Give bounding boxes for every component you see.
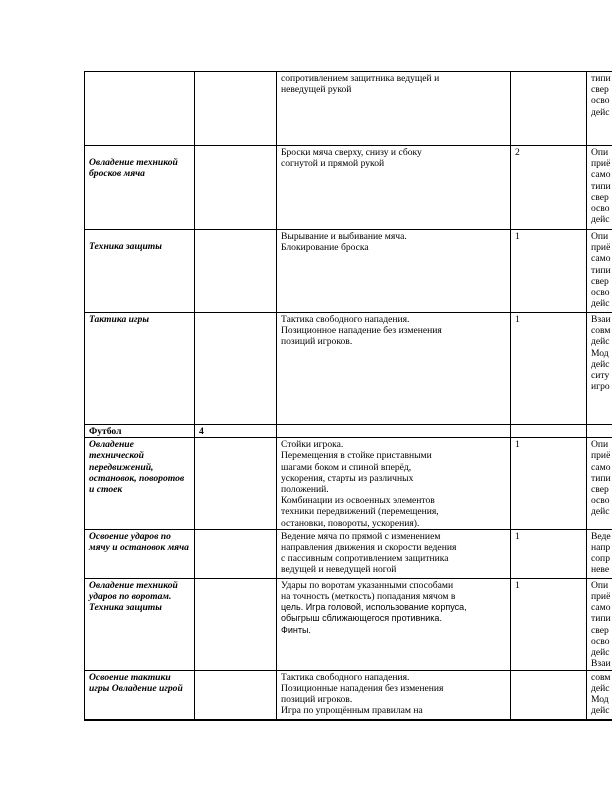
table-row — [85, 230, 612, 313]
content-line: Блокирование броска — [281, 242, 369, 254]
content-line: неведущей рукой — [281, 84, 352, 96]
lesson-plan-table — [84, 71, 612, 721]
count-cell — [511, 72, 587, 146]
activity-line: приё — [591, 158, 611, 170]
table-row — [85, 313, 612, 425]
activity-line: игро — [591, 381, 610, 393]
content-line: цель. Игра головой, использование корпуса, — [281, 602, 467, 613]
hours-cell — [195, 313, 277, 425]
activity-line: дейс — [591, 336, 610, 348]
hours-cell — [195, 146, 277, 230]
activity-line: свер — [591, 191, 609, 203]
content-cell — [277, 72, 511, 146]
section-cell: Освоение ударов по мячу и остановок мяча — [85, 529, 195, 578]
count-cell: 1 — [511, 438, 587, 530]
content-line: Финты. — [281, 624, 311, 635]
content-line: Стойки игрока. — [281, 439, 344, 451]
section-cell: Тактика игры — [85, 313, 195, 425]
hours-cell — [195, 670, 277, 720]
activity-line: типи — [591, 264, 611, 276]
hours-cell — [195, 438, 277, 530]
section-cell: Футбол — [85, 425, 195, 438]
activity-line: приё — [591, 591, 611, 603]
content-line: с пассивным сопротивлением защитника — [281, 553, 449, 565]
section-cell: Техника защиты — [85, 230, 195, 313]
activity-line: осво — [591, 287, 610, 299]
activity-line: дейс — [591, 214, 610, 226]
activity-cell — [587, 230, 612, 313]
section-cell — [85, 72, 195, 146]
content-line: сопротивлением защитника ведущей и — [281, 73, 440, 84]
content-line: Позиционные нападения без изменения — [281, 683, 444, 695]
content-line: Тактика свободного нападения. — [281, 671, 410, 683]
content-line: Ведение мяча по прямой с изменением — [281, 530, 441, 542]
activity-line: осво — [591, 95, 610, 107]
content-cell — [277, 146, 511, 230]
activity-line: Опи — [591, 439, 609, 451]
table-row — [85, 670, 612, 720]
activity-line: типи — [591, 472, 611, 484]
table-row — [85, 438, 612, 530]
content-line: Вырывание и выбивание мяча. — [281, 231, 407, 242]
activity-line: приё — [591, 242, 611, 254]
content-line: шагами боком и спиной вперёд, — [281, 461, 412, 473]
content-cell — [277, 670, 511, 720]
activity-cell — [587, 146, 612, 230]
hours-cell: 4 — [195, 425, 277, 438]
hours-cell — [195, 529, 277, 578]
content-cell — [277, 578, 511, 670]
activity-cell — [587, 529, 612, 578]
content-cell — [277, 230, 511, 313]
activity-line: неве — [591, 564, 610, 576]
content-line: техники передвижений (перемещения, — [281, 506, 439, 518]
table-row — [85, 72, 612, 146]
activity-line: само — [591, 461, 611, 473]
activity-line: само — [591, 169, 611, 181]
count-cell: 1 — [511, 529, 587, 578]
count-cell: 1 — [511, 230, 587, 313]
hours-cell — [195, 230, 277, 313]
content-line: согнутой и прямой рукой — [281, 158, 385, 170]
content-line: позиций игроков. — [281, 336, 353, 348]
activity-line: осво — [591, 635, 610, 647]
activity-line: свер — [591, 84, 609, 96]
activity-line: дейс — [591, 506, 610, 518]
activity-line: Опи — [591, 231, 609, 242]
section-cell: Овладение техникой бросков мяча — [85, 146, 195, 230]
activity-line: Мод — [591, 347, 609, 359]
content-line: Комбинации из освоенных элементов — [281, 495, 435, 507]
content-cell — [277, 425, 511, 438]
content-line: направления движения и скорости ведения — [281, 542, 457, 554]
activity-line: дейс — [591, 705, 610, 717]
content-line: положений. — [281, 484, 329, 496]
activity-line: дейс — [591, 647, 610, 659]
activity-line: само — [591, 253, 611, 265]
activity-line: свер — [591, 275, 609, 287]
activity-line: само — [591, 602, 611, 614]
activity-line: типи — [591, 613, 611, 625]
count-cell: 1 — [511, 578, 587, 670]
activity-line: типи — [591, 73, 611, 84]
activity-line: совм — [591, 325, 611, 337]
activity-line: осво — [591, 495, 610, 507]
section-cell: Овладение техникой ударов по воротам. Техника защиты — [85, 578, 195, 670]
content-line: ведущей и неведущей ногой — [281, 564, 397, 576]
hours-cell — [195, 578, 277, 670]
count-cell — [511, 425, 587, 438]
content-cell — [277, 438, 511, 530]
activity-line: свер — [591, 624, 609, 636]
content-cell — [277, 313, 511, 425]
activity-line: свер — [591, 484, 609, 496]
table-row — [85, 578, 612, 670]
activity-cell — [587, 313, 612, 425]
section-cell: Овладение технической передвижений, остановок, поворотов и стоек — [85, 438, 195, 530]
activity-cell — [587, 578, 612, 670]
content-line: Броски мяча сверху, снизу и сбоку — [281, 147, 422, 158]
hours-cell — [195, 72, 277, 146]
count-cell — [511, 670, 587, 720]
activity-cell — [587, 425, 612, 438]
activity-line: Взаи — [591, 658, 611, 670]
count-cell: 1 — [511, 313, 587, 425]
activity-line: Веде — [591, 530, 611, 542]
activity-line: дейс — [591, 358, 610, 370]
activity-cell — [587, 670, 612, 720]
content-line: Позиционное нападение без изменения — [281, 325, 442, 337]
content-line: Перемещения в стойке приставными — [281, 450, 432, 462]
content-line: ускорения, старты из различных — [281, 472, 414, 484]
activity-line: дейс — [591, 683, 610, 695]
content-line: Тактика свободного нападения. — [281, 314, 410, 325]
activity-line: осво — [591, 203, 610, 215]
count-cell: 2 — [511, 146, 587, 230]
activity-line: дейс — [591, 298, 610, 310]
activity-line: ситу — [591, 370, 610, 382]
activity-line: совм — [591, 671, 611, 683]
content-line: остановки, повороты, ускорения). — [281, 517, 420, 529]
content-line: позиций игроков. — [281, 694, 353, 706]
activity-line: приё — [591, 450, 611, 462]
content-line: на точность (меткость) попадания мячом в — [281, 591, 456, 603]
content-line: Игра по упрощённым правилам на — [281, 705, 423, 717]
table-row — [85, 425, 612, 438]
content-cell — [277, 529, 511, 578]
activity-line: Опи — [591, 579, 609, 591]
table-row — [85, 529, 612, 578]
section-cell: Освоение тактики игры Овладение игрой — [85, 670, 195, 720]
table-row — [85, 146, 612, 230]
activity-line: сопр — [591, 553, 610, 565]
activity-line: Взаи — [591, 314, 611, 325]
content-line: обыгрыш сближающегося противника. — [281, 613, 442, 624]
activity-line: типи — [591, 180, 611, 192]
activity-line: Мод — [591, 694, 609, 706]
content-line: Удары по воротам указанными способами — [281, 579, 454, 591]
activity-cell — [587, 72, 612, 146]
activity-line: дейс — [591, 106, 610, 118]
activity-line: напр — [591, 542, 611, 554]
activity-cell — [587, 438, 612, 530]
activity-line: Опи — [591, 147, 609, 158]
